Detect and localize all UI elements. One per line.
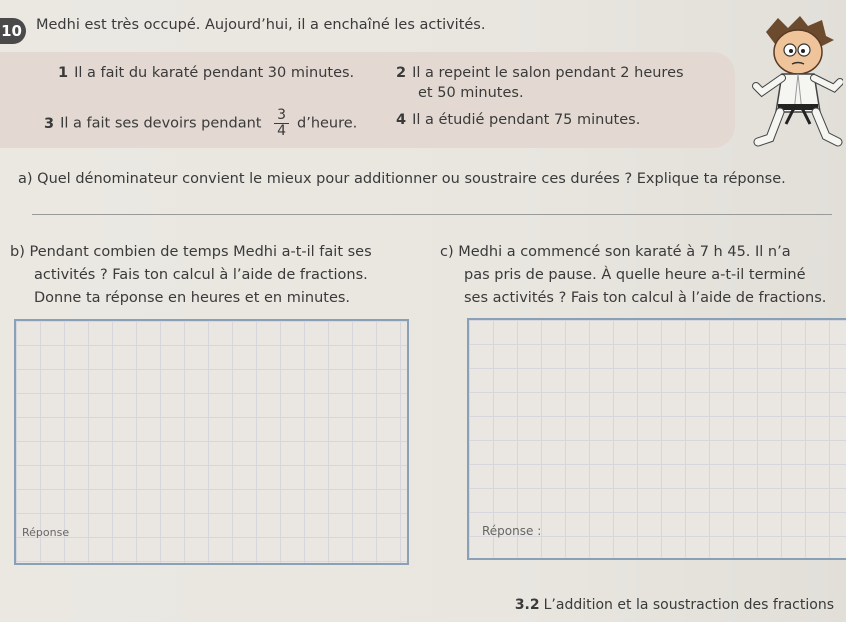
activity-3 (44, 108, 357, 139)
question-b (10, 241, 372, 310)
question-c-line-3: ses activités ? Fais ton calcul à l’aide de fractions. (464, 290, 827, 306)
activity-3-number: 3 (44, 115, 55, 132)
question-c-line-1: c) Medhi a commencé son karaté à 7 h 45. Il n’a (440, 244, 791, 260)
question-b-line-3: Donne ta réponse en heures et en minutes. (34, 290, 351, 306)
activity-1-number: 1 (58, 65, 69, 81)
activity-2-continued: et 50 minutes. (418, 85, 524, 101)
section-number: 3.2 (514, 597, 540, 613)
answer-box-c-label: Réponse : (482, 524, 542, 538)
fraction-denominator: 4 (277, 123, 286, 139)
activity-3-after: d’heure. (297, 115, 358, 132)
activity-4-text: Il a étudié pendant 75 minutes. (412, 112, 641, 128)
answer-box-b-label: Réponse (22, 526, 70, 539)
fraction (274, 108, 289, 139)
activity-2-text: Il a repeint le salon pendant 2 heures (412, 65, 684, 81)
exercise-intro: Medhi est très occupé. Aujourd’hui, il a enchaîné les activités. (36, 17, 486, 33)
question-c-line-2: pas pris de pause. À quelle heure a-t-il terminé (464, 267, 806, 283)
question-c (440, 241, 826, 310)
activity-2-number: 2 (396, 65, 407, 81)
activity-3-text: Il a fait ses devoirs pendant (60, 115, 262, 132)
question-b-line-1: b) Pendant combien de temps Medhi a-t-il fait ses (10, 244, 372, 260)
answer-box-b[interactable] (14, 319, 409, 565)
activity-4-number: 4 (396, 112, 407, 128)
activity-1-text: Il a fait du karaté pendant 30 minutes. (74, 65, 355, 81)
section-title: L’addition et la soustraction des fractions (543, 597, 834, 613)
fraction-numerator: 3 (274, 108, 289, 124)
page-footer (515, 597, 834, 613)
activity-4 (396, 112, 640, 128)
activity-1 (58, 65, 354, 81)
question-b-line-2: activités ? Fais ton calcul à l’aide de fractions. (34, 267, 368, 283)
activity-2 (396, 65, 684, 81)
exercise-number: 10 (0, 18, 26, 44)
activities-panel (0, 52, 735, 148)
question-a: a) Quel dénominateur convient le mieux pour additionner ou soustraire ces durées ? Explique ta réponse. (18, 171, 786, 187)
karate-boy-illustration (748, 12, 843, 152)
answer-line-a[interactable] (32, 214, 832, 215)
